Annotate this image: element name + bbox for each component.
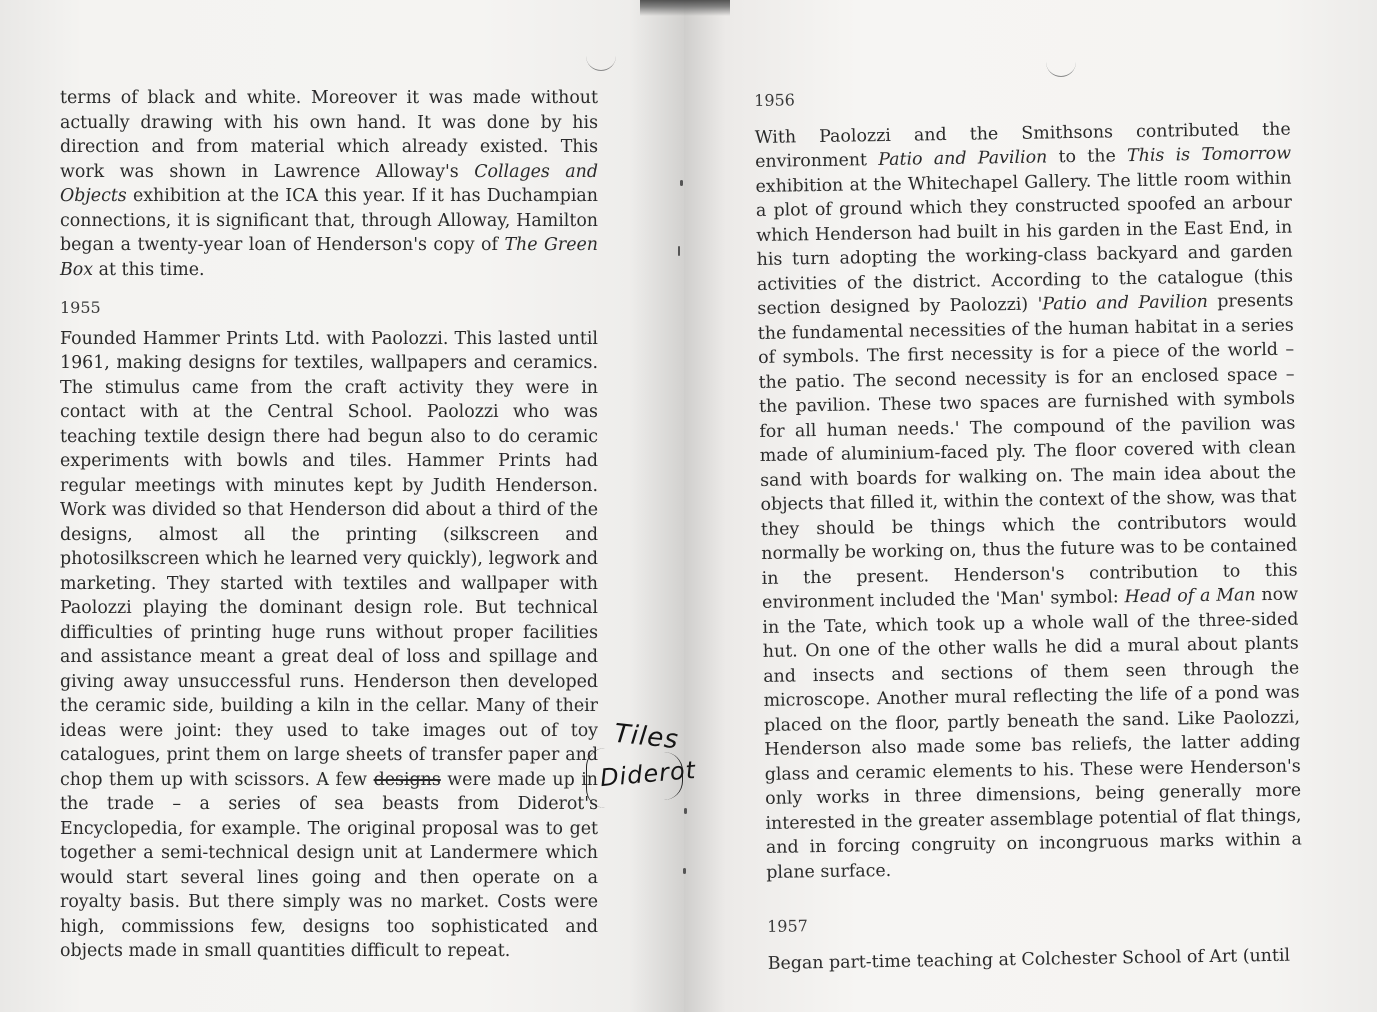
handwritten-note-tiles: Tiles — [612, 718, 681, 756]
text-run: presents the fundamental necessities of the human habitat in a series of symbols. The first necessity is for a piece of the world – the patio. The second necessity is for an enclosed space – the pavilion. These two spaces are furnished with symbols for all human needs.' The compound of the pavilion was made of aluminium-faced ply. The floor covered with clean sand with boards for walking on. The main idea about the objects that filled it, within the context of the show, was that they should be things which the contributors would normally be working on, thus the future was to be contained in the present. Henderson's contribution to this environment included the 'Man' symbol: — [757, 290, 1298, 613]
paragraph-1955-text-cont: were made up in the trade – a series of sea beasts from Diderot's Encyclopedia, for example. The original proposal was to get together a semi-technical design unit at Landermere which would start several lines going and then operate on a royalty basis. But there simply was no market. Costs were high, commissions few, designs too sophisticated and objects made in small quantities difficult to repeat. — [60, 769, 598, 961]
paragraph-1957: Began part-time teaching at Colchester School of Art (until — [767, 945, 1291, 974]
speck-mark — [683, 868, 686, 874]
binding-gutter — [640, 0, 730, 16]
text-run: to the — [1047, 146, 1128, 168]
text-run: exhibition at the ICA this year. If it has Duchampian connections, it is significant that, through Alloway, Hamilton began a twenty-year loan of Henderson's copy of — [60, 186, 598, 255]
italic-title: Head of a Man — [1124, 585, 1256, 608]
right-text-column — [754, 81, 1304, 976]
text-run: exhibition at the Whitechapel Gallery. The little room within a plot of ground which they constructed spoofed an arbour which Henderson had built in his garden in the East End, in his turn adopting the working-class backyard and garden activities of the district. According to the catalogue (this section designed by Paolozzi) ' — [755, 168, 1294, 319]
italic-title: Patio and Pavilion — [878, 147, 1048, 171]
speck-mark — [678, 246, 680, 256]
speck-mark — [684, 808, 687, 814]
speck-mark — [680, 180, 683, 186]
year-heading-1955: 1955 — [60, 298, 101, 317]
text-run: With Paolozzi and the Smithsons contributed the environment — [754, 119, 1291, 172]
intro-paragraph — [60, 86, 598, 282]
text-run: terms of black and white. Moreover it was made without actually drawing with his own hand. It was done by his direction and from material which already existed. This work was shown in Lawrence Alloway's — [60, 88, 598, 182]
paragraph-1956 — [755, 117, 1303, 885]
paragraph-1955-text: Founded Hammer Prints Ltd. with Paolozzi. This lasted until 1961, making designs for textiles, wallpapers and ceramics. The stimulus came from the craft activity they were in contact with at the Central School. Paolozzi who was teaching textile design there had begun also to do ceramic experiments with bowls and tiles. Hammer Prints had regular meetings with minutes kept by Judith Henderson. Work was divided so that Henderson did about a third of the designs, almost all the printing (silkscreen and photosilkscreen which he learned very quickly), legwork and marketing. They started with textiles and wallpaper with Paolozzi playing the dominant design role. But technical difficulties of printing huge runs without proper facilities and assistance meant a great deal of loss and spillage and giving away unsuccessful runs. Henderson then developed the ceramic side, building a kiln in the cellar. Many of their ideas were joint: they used to take images out of toy catalogues, print them on large sheets of transfer paper and chop them up with scissors. A few — [60, 328, 598, 790]
italic-title: Collages and Objects — [60, 161, 598, 206]
year-heading-1957: 1957 — [767, 916, 809, 936]
year-heading-1956: 1956 — [754, 90, 796, 110]
text-run: at this time. — [93, 259, 205, 280]
left-text-column — [60, 86, 598, 964]
handwritten-note-diderot: Diderot — [598, 755, 698, 793]
text-run: now in the Tate, which took up a whole wall of the three-sided hut. On one of the other walls he did a mural about plants and insects and sections of them seen through the microscope. Another mural reflecting the life of a pond was placed on the floor, partly beneath the sand. Like Paolozzi, Henderson also made some bas reliefs, the latter adding glass and ceramic elements to his. These were Henderson's only works in three dimensions, being generally more interested in the greater assemblage potential of flat things, and in forcing congruity on incongruous marks within a plane surface. — [762, 584, 1303, 883]
struck-word: designs — [373, 769, 441, 790]
italic-title: The Green Box — [60, 235, 598, 280]
italic-title: Patio and Pavilion — [1042, 291, 1208, 315]
paragraph-1955 — [60, 327, 598, 964]
italic-title: This is Tomorrow — [1126, 143, 1292, 167]
